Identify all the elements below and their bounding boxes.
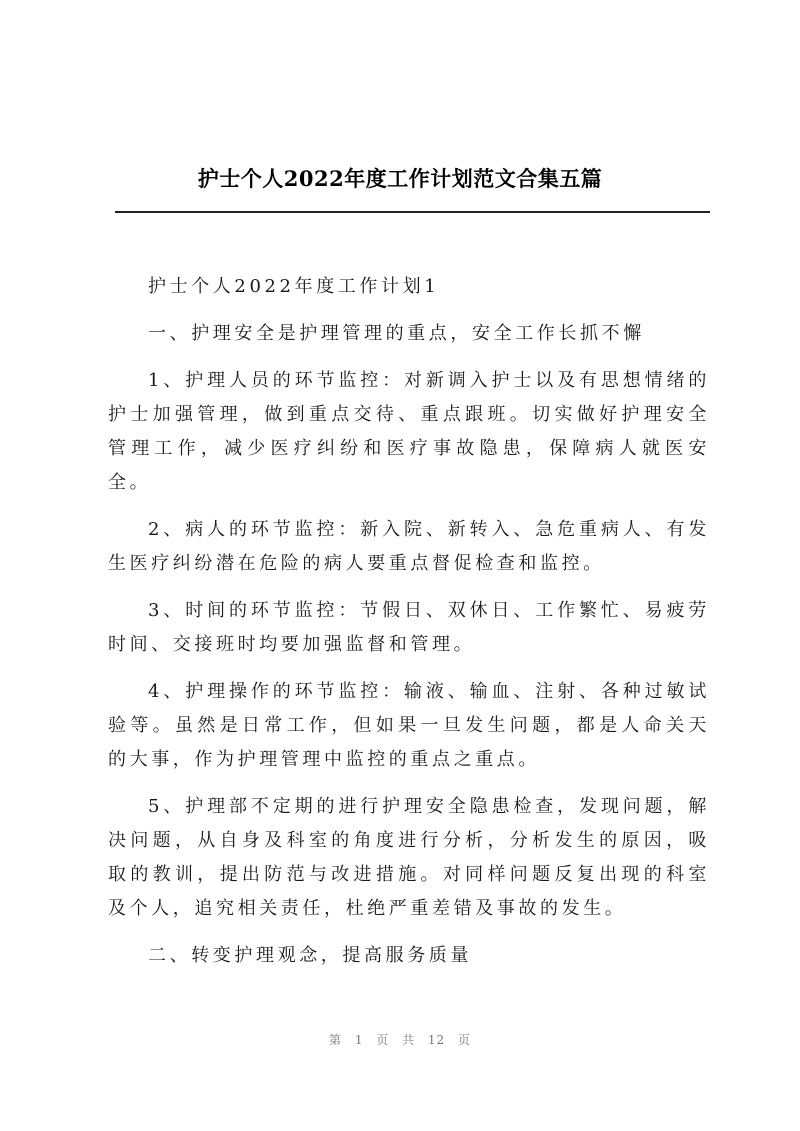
paragraph-staff-monitoring: 1、护理人员的环节监控：对新调入护士以及有思想情绪的护士加强管理，做到重点交待、重点跟班。切实做好护理安全管理工作，减少医疗纠纷和医疗事故隐患，保障病人就医安全。 <box>108 370 710 493</box>
document-body <box>108 270 710 986</box>
paragraph-time-monitoring: 3、时间的环节监控：节假日、双休日、工作繁忙、易疲劳时间、交接班时均要加强监督和管理。 <box>108 600 710 655</box>
paragraph-operation-monitoring: 4、护理操作的环节监控：输液、输血、注射、各种过敏试验等。虽然是日常工作，但如果一旦发生问题，都是人命关天的大事，作为护理管理中监控的重点之重点。 <box>108 681 710 770</box>
section-heading-plan-1: 护士个人2022年度工作计划1 <box>148 276 440 297</box>
document-title: 护士个人2022年度工作计划范文合集五篇 <box>197 166 603 191</box>
title-divider <box>115 211 710 213</box>
section-heading-service-quality: 二、转变护理观念，提高服务质量 <box>148 945 472 966</box>
paragraph-safety-inspection: 5、护理部不定期的进行护理安全隐患检查，发现问题，解决问题，从自身及科室的角度进行分析，分析发生的原因，吸取的教训，提出防范与改进措施。对同样问题反复出现的科室及个人，追究相关责任，杜绝严重差错及事故的发生。 <box>108 796 710 919</box>
page-number: 第 1 页 共 12 页 <box>329 1033 471 1047</box>
section-heading-safety: 一、护理安全是护理管理的重点，安全工作长抓不懈 <box>148 323 645 344</box>
paragraph-patient-monitoring: 2、病人的环节监控：新入院、新转入、急危重病人、有发生医疗纠纷潜在危险的病人要重点督促检查和监控。 <box>108 519 710 574</box>
